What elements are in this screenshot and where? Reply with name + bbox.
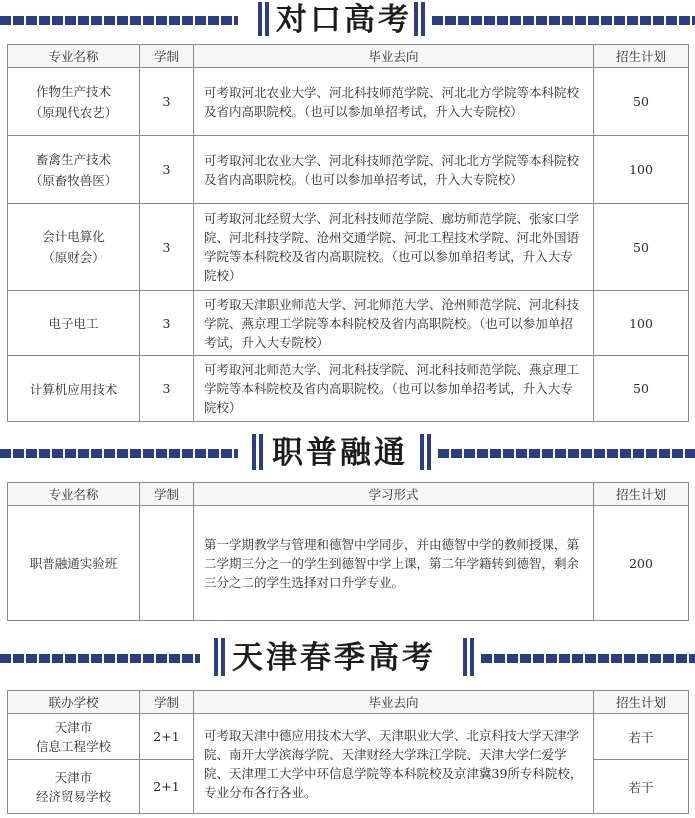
banner-stripe-right	[438, 449, 695, 458]
section2-title: 职普融通	[272, 435, 408, 471]
header-plan: 招生计划	[594, 483, 689, 506]
years-cell: 2+1	[140, 760, 194, 814]
section1-title: 对口高考	[276, 2, 412, 38]
section2-table	[7, 482, 689, 621]
banner-stripe-left	[0, 16, 238, 25]
destination-cell: 可考取河北师范大学、河北科技学院、河北科技师范学院、燕京理工学院等本科院校及省内高职院校。（也可以参加单招考试，升入大专院校）	[194, 356, 594, 422]
destination-cell: 可考取天津中德应用技术大学、天津职业大学、北京科技大学天津学院、南开大学滨海学院、天津财经大学珠江学院、天津大学仁爱学院、天津理工大学中环信息学院等本科院校及京津冀39所专科院校，专业分布各行各业。	[194, 714, 594, 814]
major-name: 畜禽生产技术 （原畜牧兽医）	[8, 136, 140, 204]
header-years: 学制	[140, 45, 194, 68]
header-destination: 毕业去向	[194, 45, 594, 68]
table-row	[8, 204, 689, 291]
section2-banner	[0, 434, 695, 472]
destination-cell: 可考取河北农业大学、河北科技师范学院、河北北方学院等本科院校及省内高职院校。（也可以参加单招考试，升入大专院校）	[194, 136, 594, 204]
major-name: 作物生产技术 （原现代农艺）	[8, 68, 140, 136]
banner-bars-right	[463, 638, 475, 676]
years-cell: 3	[140, 204, 194, 291]
plan-cell: 200	[594, 506, 689, 621]
header-years: 学制	[140, 483, 194, 506]
destination-cell: 可考取天津职业师范大学、河北师范大学、沧州师范学院、河北科技学院、燕京理工学院等本科院校及省内高职院校。（也可以参加单招考试，升入大专院校）	[194, 291, 594, 356]
table-row	[8, 68, 689, 136]
table-row	[8, 714, 689, 760]
partner-school-name: 天津市 经济贸易学校	[8, 760, 140, 814]
banner-stripe-left	[0, 654, 200, 663]
study-form-cell: 第一学期教学与管理和德智中学同步，并由德智中学的教师授课，第二学期三分之一的学生到德智中学上课，第二年学籍转到德智，剩余三分之二的学生选择对口升学专业。	[194, 506, 594, 621]
banner-stripe-right	[432, 16, 695, 25]
table-row	[8, 136, 689, 204]
section3-table	[7, 690, 689, 814]
banner-stripe-left	[0, 449, 238, 458]
header-partner-school: 联办学校	[8, 691, 140, 714]
table-header-row	[8, 483, 689, 506]
header-major: 专业名称	[8, 483, 140, 506]
major-name: 电子电工	[8, 291, 140, 356]
banner-bars-right	[420, 434, 432, 470]
table-header-row	[8, 45, 689, 68]
table-row	[8, 291, 689, 356]
section3-title: 天津春季高考	[232, 640, 436, 676]
years-cell	[140, 506, 194, 621]
plan-cell: 100	[594, 291, 689, 356]
table-row	[8, 356, 689, 422]
plan-cell: 50	[594, 204, 689, 291]
destination-cell: 可考取河北农业大学、河北科技师范学院、河北北方学院等本科院校及省内高职院校。（也可以参加单招考试，升入大专院校）	[194, 68, 594, 136]
years-cell: 3	[140, 136, 194, 204]
section1-banner	[0, 2, 695, 38]
years-cell: 3	[140, 68, 194, 136]
header-major: 专业名称	[8, 45, 140, 68]
plan-cell: 若干	[594, 714, 689, 760]
plan-cell: 若干	[594, 760, 689, 814]
banner-bars-right	[414, 2, 426, 36]
partner-school-name: 天津市 信息工程学校	[8, 714, 140, 760]
banner-bars-left	[258, 2, 270, 36]
years-cell: 2+1	[140, 714, 194, 760]
header-plan: 招生计划	[594, 691, 689, 714]
table-row	[8, 506, 689, 621]
section3-banner	[0, 638, 695, 678]
header-study-form: 学习形式	[194, 483, 594, 506]
header-years: 学制	[140, 691, 194, 714]
plan-cell: 50	[594, 68, 689, 136]
section1-table	[7, 44, 689, 422]
header-destination: 毕业去向	[194, 691, 594, 714]
years-cell: 3	[140, 291, 194, 356]
destination-cell: 可考取河北经贸大学、河北科技师范学院、廊坊师范学院、张家口学院、河北科技学院、沧州交通学院、河北工程技术学院、河北外国语学院等本科院校及省内高职院校。（也可以参加单招考试，升入大专院校）	[194, 204, 594, 291]
major-name: 职普融通实验班	[8, 506, 140, 621]
banner-stripe-right	[481, 654, 695, 663]
years-cell: 3	[140, 356, 194, 422]
banner-bars-left	[252, 434, 264, 470]
header-plan: 招生计划	[594, 45, 689, 68]
major-name: 会计电算化 （原财会）	[8, 204, 140, 291]
plan-cell: 100	[594, 136, 689, 204]
table-header-row	[8, 691, 689, 714]
plan-cell: 50	[594, 356, 689, 422]
banner-bars-left	[214, 638, 226, 676]
major-name: 计算机应用技术	[8, 356, 140, 422]
